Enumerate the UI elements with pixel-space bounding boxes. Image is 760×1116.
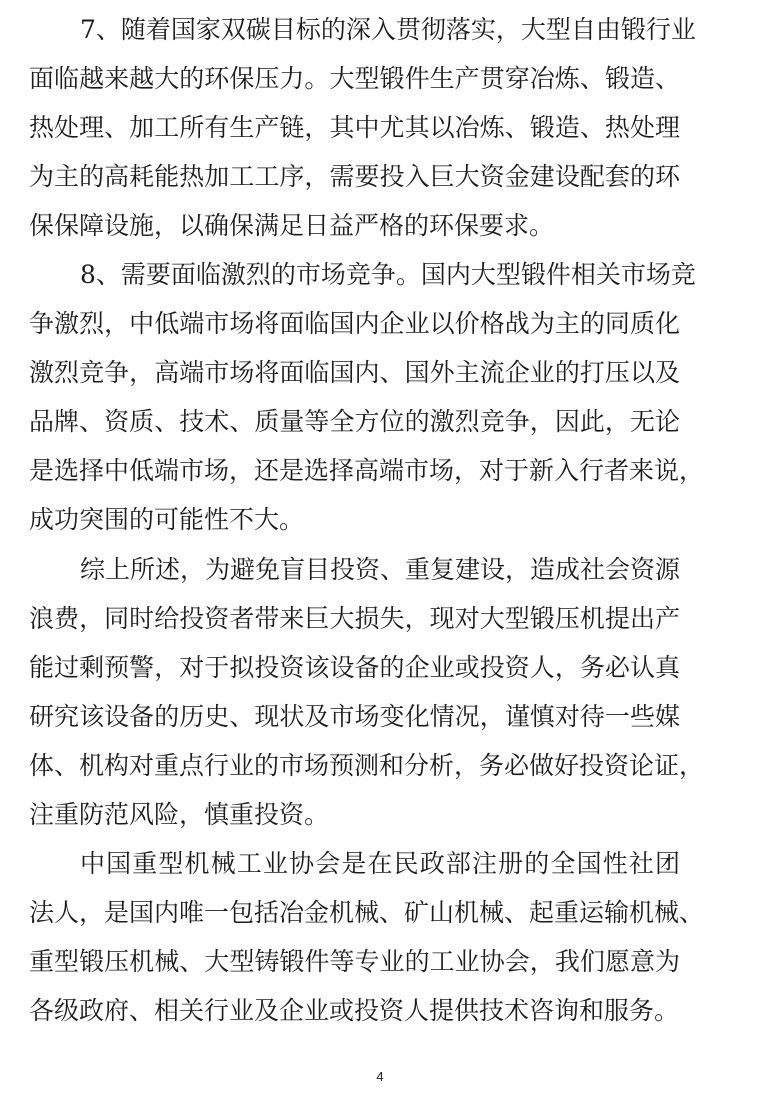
paragraph-7-line-5: 保保障设施，以确保满足日益严格的环保要求。 <box>29 211 555 240</box>
paragraph-7-line-1: 7、随着国家双碳目标的深入贯彻落实，大型自由锻行业 <box>80 15 696 44</box>
paragraph-7-line-2: 面临越来越大的环保压力。大型锻件生产贯穿冶炼、锻造、 <box>29 64 680 93</box>
association-line-2: 法人，是国内唯一包括冶金机械、矿山机械、起重运输机械、 <box>29 898 705 927</box>
paragraph-8-line-2: 争激烈，中低端市场将面临国内企业以价格战为主的同质化 <box>29 309 680 338</box>
association-line-3: 重型锻压机械、大型铸锻件等专业的工业协会，我们愿意为 <box>29 947 680 976</box>
page-number: 4 <box>376 1069 384 1084</box>
paragraph-8-line-1: 8、需要面临激烈的市场竞争。国内大型锻件相关市场竞 <box>80 260 696 289</box>
summary-line-2: 浪费，同时给投资者带来巨大损失，现对大型锻压机提出产 <box>29 604 680 633</box>
summary-line-4: 研究该设备的历史、现状及市场变化情况，谨慎对待一些媒 <box>29 702 680 731</box>
association-line-1: 中国重型机械工业协会是在民政部注册的全国性社团 <box>80 849 680 878</box>
paragraph-8-line-6: 成功突围的可能性不大。 <box>29 505 305 534</box>
summary-line-5: 体、机构对重点行业的市场预测和分析，务必做好投资论证， <box>29 751 705 780</box>
paragraph-8-line-4: 品牌、资质、技术、质量等全方位的激烈竞争，因此，无论 <box>29 407 680 436</box>
summary-line-3: 能过剩预警，对于拟投资该设备的企业或投资人，务必认真 <box>29 653 680 682</box>
paragraph-8-line-5: 是选择中低端市场，还是选择高端市场，对于新入行者来说， <box>29 456 705 485</box>
association-line-4: 各级政府、相关行业及企业或投资人提供技术咨询和服务。 <box>29 996 680 1025</box>
paragraph-7-line-3: 热处理、加工所有生产链，其中尤其以冶炼、锻造、热处理 <box>29 113 680 142</box>
summary-line-6: 注重防范风险，慎重投资。 <box>29 800 330 829</box>
summary-line-1: 综上所述，为避免盲目投资、重复建设，造成社会资源 <box>80 555 681 584</box>
paragraph-7-line-4: 为主的高耗能热加工工序，需要投入巨大资金建设配套的环 <box>29 162 680 191</box>
paragraph-8-line-3: 激烈竞争，高端市场将面临国内、国外主流企业的打压以及 <box>29 358 680 387</box>
